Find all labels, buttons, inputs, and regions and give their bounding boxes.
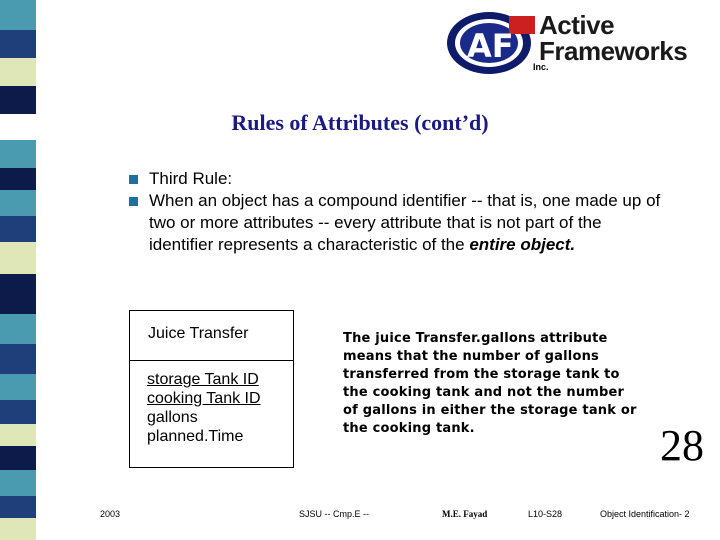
stripe-square [0,140,36,168]
footer-course: SJSU -- Cmp.E -- [299,509,370,519]
bullet-item [129,168,669,190]
footer-code: L10-S28 [528,509,563,519]
stripe-square [0,344,36,374]
entity-attribute-identifier: storage Tank ID [147,371,259,388]
entity-name: Juice Transfer [148,325,249,342]
logo-wordmark [539,12,687,64]
stripe-square [0,190,36,216]
logo-monogram: AF [467,27,514,65]
entity-attribute-identifier: cooking Tank ID [147,390,261,407]
stripe-square [0,58,36,86]
bullet-item [129,190,669,256]
bullet-text-main: When an object has a compound identifier -- that is, one made up of two or more attributes -- every attribute that is not part of the identifier represents a characteristic of the [149,191,661,254]
bullet-marker-icon [129,175,138,184]
entity-attribute: planned.Time [147,428,244,445]
entity-attributes [147,370,261,446]
bullet-text [149,190,669,256]
logo-inc: Inc. [533,62,549,72]
entity-header [130,311,293,361]
stripe-square [0,518,36,540]
stripe-square [0,400,36,424]
stripe-square [0,0,36,30]
stripe-square [0,470,36,496]
footer-topic: Object Identification- 2 [600,509,690,519]
bullet-marker-icon [129,197,138,206]
entity-box [129,310,294,468]
stripe-square [0,446,36,470]
stripe-square [0,30,36,58]
attribute-description: The juice Transfer.gallons attribute means that the number of gallons transferred from the storage tank to the cooking tank and not the number of gallons in either the storage tank or the cooking tank. [343,331,637,436]
stripe-square [0,374,36,400]
slide-title: Rules of Attributes (cont’d) [231,110,489,135]
footer-author: M.E. Fayad [442,509,488,519]
logo-emblem [443,10,543,76]
bullet-text-emphasis: entire object. [469,235,576,254]
stripe-square [0,424,36,446]
bullet-text: Third Rule: [149,169,233,188]
company-logo [443,10,703,76]
stripe-square [0,242,36,274]
stripe-square [0,496,36,518]
entity-attribute: gallons [147,409,198,426]
stripe-square [0,274,36,314]
bullet-list [129,168,669,256]
stripe-square [0,216,36,242]
decorative-stripe [0,0,36,540]
stripe-square [0,168,36,190]
stripe-square [0,314,36,344]
footer-year: 2003 [100,509,121,519]
logo-line1: Active [539,10,615,40]
page-number: 28 [660,421,704,470]
logo-line2: Frameworks [539,36,688,66]
